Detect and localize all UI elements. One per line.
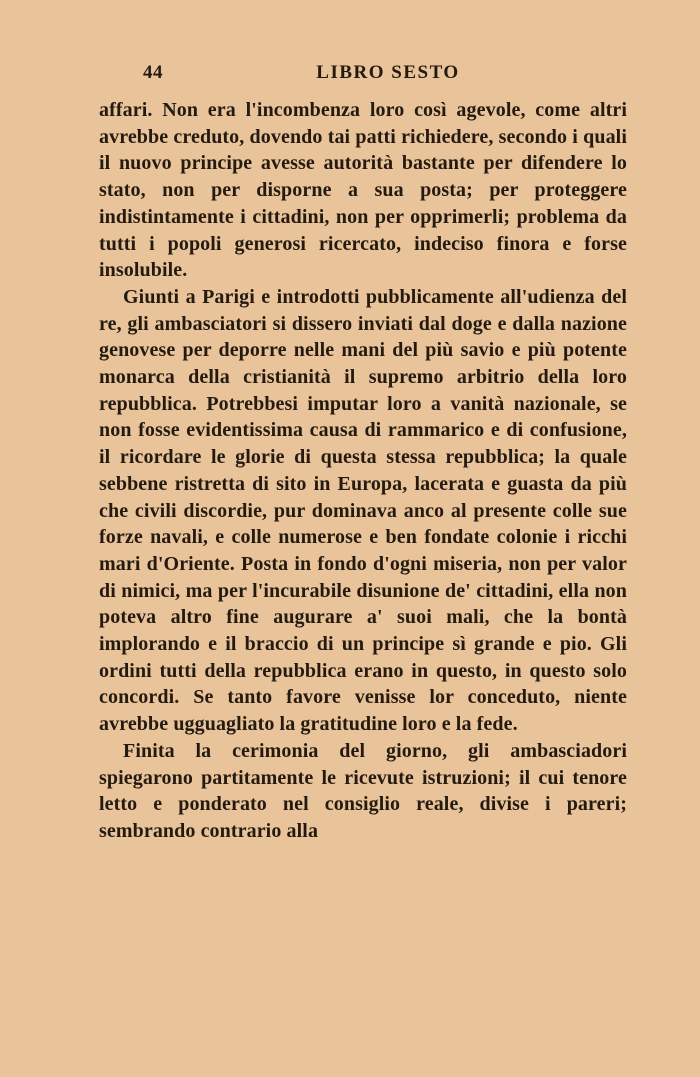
paragraph: Giunti a Parigi e introdotti pubblicamente all'udienza del re, gli ambasciatori si dissero inviati dal doge e dalla nazione genovese per deporre nelle mani del più savio e più potente monarca della cristianità il supremo arbitrio della loro repubblica. Potrebbesi imputar loro a vanità nazionale, se non fosse evidentissima causa di rammarico e di confusione, il ricordare le glorie di questa stessa repubblica; la quale sebbene ristretta di sito in Europa, lacerata e guasta da più che civili discordie, pur dominava anco al presente colle sue forze navali, e colle numerose e ben fondate colonie i ricchi mari d'Oriente. Posta in fondo d'ogni miseria, non per valor di nimici, ma per l'incurabile disunione de' cittadini, ella non poteva altro fine augurare a' suoi mali, che la bontà implorando e il braccio di un principe sì grande e pio. Gli ordini tutti della repubblica erano in questo, in questo solo concordi. Se tanto favore venisse lor conceduto, niente avrebbe ugguagliato la gratitudine loro e la fede. [99, 285, 627, 736]
page-number: 44 [143, 62, 163, 83]
paragraph-continuation: affari. Non era l'incombenza loro così agevole, come altri avrebbe creduto, dovendo tai patti richiedere, secondo i quali il nuovo principe avesse autorità bastante per difendere lo stato, non per disporne a sua posta; per proteggere indistintamente i cittadini, non per opprimerli; problema da tutti i popoli generosi ricercato, indeciso finora e forse insolubile. [99, 99, 627, 282]
page-body [0, 97, 700, 845]
paragraph: Finita la cerimonia del giorno, gli ambasciadori spiegarono partitamente le ricevute istruzioni; il cui tenore letto e ponderato nel consiglio reale, divise i pareri; sembrando contrario alla [99, 739, 627, 842]
book-page [0, 62, 700, 1077]
page-header [0, 62, 700, 88]
running-title: LIBRO SESTO [316, 62, 460, 83]
